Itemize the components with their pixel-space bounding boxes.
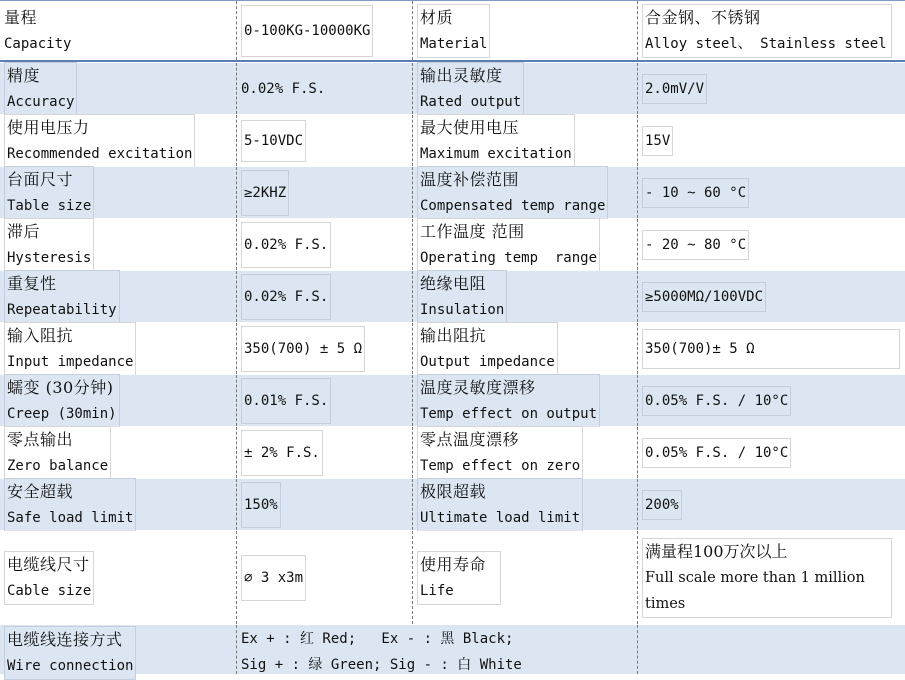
value-en-line1: Full scale more than 1 million — [645, 569, 865, 586]
label-cell-safe-load — [0, 479, 237, 530]
label-zh: 台面尺寸 — [7, 169, 74, 189]
value-cell-operating-temp — [638, 219, 905, 270]
label-en: Capacity — [4, 35, 72, 52]
label-table-size — [4, 166, 94, 220]
value-en-line2: times — [645, 595, 686, 612]
label-cable-size — [4, 551, 94, 605]
value-text: ± 2% F.S. — [244, 444, 320, 461]
label-repeatability — [4, 270, 120, 324]
label-cell-hysteresis — [0, 219, 237, 270]
table-row-load-limit — [0, 479, 905, 531]
label-creep — [4, 374, 120, 428]
value-text: 0.01% F.S. — [244, 392, 329, 409]
label-en: Compensated temp range — [420, 197, 606, 214]
value-text: 0-100KG-10000KG — [244, 22, 371, 39]
value-compensated-temp — [642, 178, 749, 208]
label-en: Maximum excitation — [420, 145, 572, 162]
label-zh: 量程 — [4, 7, 38, 27]
value-text: ⌀ 3 x3m — [244, 569, 304, 586]
value-cell-insulation — [638, 271, 905, 322]
label-cell-life — [413, 531, 638, 624]
label-cell-maximum-excitation — [413, 115, 638, 166]
label-accuracy — [4, 62, 77, 116]
label-cell-recommended-excitation — [0, 115, 237, 166]
label-temp-effect-output — [417, 374, 600, 428]
value-ultimate-load — [642, 490, 682, 520]
label-en: Insulation — [420, 301, 505, 318]
label-zh: 零点温度漂移 — [420, 429, 520, 449]
label-cell-input-impedance — [0, 323, 237, 374]
value-hysteresis — [241, 222, 331, 268]
label-zh: 输入阻抗 — [7, 325, 74, 345]
value-input-impedance — [241, 326, 365, 372]
wire-line-excitation: Ex + : 红 Red; Ex - : 黑 Black; — [241, 631, 514, 647]
label-zh: 材质 — [420, 7, 454, 27]
label-recommended-excitation — [4, 114, 195, 168]
label-hysteresis — [4, 218, 94, 272]
label-en: Safe load limit — [7, 509, 134, 526]
label-zh: 滞后 — [7, 221, 41, 241]
label-en: Temp effect on output — [420, 405, 598, 422]
label-zh: 重复性 — [7, 273, 57, 293]
table-row-excitation — [0, 115, 905, 167]
label-en: Cable size — [7, 582, 92, 599]
label-ultimate-load — [417, 478, 583, 532]
label-cell-cable-size — [0, 531, 237, 624]
value-zero-balance — [241, 430, 323, 476]
value-text: 15V — [645, 132, 671, 149]
label-cell-ultimate-load — [413, 479, 638, 530]
label-zh: 精度 — [7, 65, 41, 85]
wire-line-signal: Sig + : 绿 Green; Sig - : 白 White — [241, 657, 522, 673]
label-cell-repeatability — [0, 271, 237, 322]
label-compensated-temp — [417, 166, 608, 220]
value-text: 0.05% F.S. / 10°C — [645, 392, 789, 409]
value-cell-temp-effect-zero — [638, 427, 905, 478]
label-zh: 使用寿命 — [420, 554, 487, 574]
label-input-impedance — [4, 322, 136, 376]
value-insulation — [642, 282, 766, 312]
label-cell-operating-temp — [413, 219, 638, 270]
value-text: 150% — [244, 496, 278, 513]
value-text: - 10 ~ 60 °C — [645, 184, 747, 201]
value-cell-creep — [237, 375, 413, 426]
value-safe-load — [241, 482, 281, 528]
label-rated-output — [417, 62, 524, 116]
value-cell-accuracy — [237, 63, 413, 114]
label-en: Rated output — [420, 93, 522, 110]
value-zh: 满量程100万次以上 — [645, 541, 788, 561]
label-zh: 电缆线连接方式 — [7, 630, 123, 649]
value-accuracy: 0.02% F.S. — [241, 80, 326, 97]
label-en: Temp effect on zero — [420, 457, 581, 474]
value-cable-size — [241, 555, 306, 601]
value-temp-effect-output — [642, 386, 791, 416]
value-text: ≥5000MΩ/100VDC — [645, 288, 764, 305]
table-row-zero-balance — [0, 427, 905, 479]
table-row-cable-size — [0, 531, 905, 625]
value-text: 0.02% F.S. — [244, 236, 329, 253]
label-operating-temp — [417, 218, 600, 272]
value-temp-effect-zero — [642, 438, 791, 468]
value-table-size — [241, 170, 289, 216]
table-row-wire-connection — [0, 625, 905, 674]
value-text: ≥2KHZ — [244, 184, 287, 201]
value-cell-zero-balance — [237, 427, 413, 478]
value-zh: 合金钢、不锈钢 — [645, 7, 761, 27]
value-repeatability — [241, 274, 331, 320]
label-temp-effect-zero — [417, 426, 583, 480]
value-cell-wire-empty — [638, 625, 905, 674]
value-capacity — [241, 5, 373, 57]
value-cell-output-impedance — [638, 323, 905, 374]
label-cell-rated-output — [413, 63, 638, 114]
value-cell-wire-connection — [237, 625, 638, 674]
label-en: Ultimate load limit — [420, 509, 581, 526]
value-cell-compensated-temp — [638, 167, 905, 218]
value-text: 5-10VDC — [244, 132, 304, 149]
value-text: 0.05% F.S. / 10°C — [645, 444, 789, 461]
value-cell-repeatability — [237, 271, 413, 322]
label-cell-wire-connection — [0, 625, 237, 674]
label-cell-accuracy — [0, 63, 237, 114]
label-zh: 最大使用电压 — [420, 117, 520, 137]
value-cell-life — [638, 531, 905, 624]
label-life — [417, 551, 501, 605]
label-zh: 温度补偿范围 — [420, 169, 520, 189]
label-zh: 零点输出 — [7, 429, 74, 449]
value-cell-material — [638, 1, 905, 60]
value-rated-output — [642, 74, 707, 104]
value-cell-cable-size — [237, 531, 413, 624]
label-cell-output-impedance — [413, 323, 638, 374]
value-text: 0.02% F.S. — [244, 288, 329, 305]
table-row-hysteresis — [0, 219, 905, 271]
label-cell-zero-balance — [0, 427, 237, 478]
value-cell-safe-load — [237, 479, 413, 530]
value-text: 350(700)± 5 Ω — [645, 340, 755, 357]
label-zh: 输出阻抗 — [420, 325, 487, 345]
value-maximum-excitation — [642, 126, 673, 156]
label-en: Creep (30min) — [7, 405, 117, 422]
value-cell-hysteresis — [237, 219, 413, 270]
value-cell-rated-output — [638, 63, 905, 114]
value-output-impedance — [642, 329, 900, 369]
label-en: Operating temp range — [420, 249, 598, 266]
label-zh: 电缆线尺寸 — [7, 554, 90, 574]
value-text: 200% — [645, 496, 679, 513]
label-en: Material — [420, 35, 488, 52]
label-material — [417, 4, 490, 58]
table-row-table-size — [0, 167, 905, 219]
value-cell-temp-effect-output — [638, 375, 905, 426]
value-cell-recommended-excitation — [237, 115, 413, 166]
label-en: Repeatability — [7, 301, 117, 318]
label-wire-connection — [4, 626, 136, 680]
label-en: Accuracy — [7, 93, 75, 110]
label-en: Life — [420, 582, 454, 599]
label-cell-table-size — [0, 167, 237, 218]
label-cell-temp-effect-output — [413, 375, 638, 426]
table-row-repeatability — [0, 271, 905, 323]
table-row-creep — [0, 375, 905, 427]
label-en: Table size — [7, 197, 92, 214]
label-cell-insulation — [413, 271, 638, 322]
label-capacity — [4, 5, 71, 57]
label-cell-capacity — [0, 1, 237, 60]
label-zh: 输出灵敏度 — [420, 65, 503, 85]
table-row-capacity — [0, 1, 905, 62]
value-text: 350(700) ± 5 Ω — [244, 340, 363, 357]
value-creep — [241, 378, 331, 424]
label-zh: 蠕变 (30分钟) — [7, 377, 114, 397]
label-output-impedance — [417, 322, 558, 376]
value-text: - 20 ~ 80 °C — [645, 236, 747, 253]
label-en: Wire connection — [7, 658, 134, 674]
label-zh: 使用电压力 — [7, 117, 90, 137]
value-cell-maximum-excitation — [638, 115, 905, 166]
value-recommended-excitation — [241, 120, 306, 162]
value-cell-ultimate-load — [638, 479, 905, 530]
label-en: Hysteresis — [7, 249, 92, 266]
value-en: Alloy steel、 Stainless steel — [645, 35, 887, 52]
table-row-impedance — [0, 323, 905, 375]
label-insulation — [417, 270, 507, 324]
label-zh: 温度灵敏度漂移 — [420, 377, 536, 397]
label-en: Zero balance — [7, 457, 109, 474]
value-operating-temp — [642, 230, 749, 260]
label-cell-creep — [0, 375, 237, 426]
value-cell-table-size — [237, 167, 413, 218]
value-material — [642, 4, 892, 58]
table-row-accuracy — [0, 63, 905, 115]
label-cell-compensated-temp — [413, 167, 638, 218]
value-wire-connection — [241, 626, 522, 678]
label-en: Recommended excitation — [7, 145, 193, 162]
value-text: 2.0mV/V — [645, 80, 705, 97]
label-zh: 安全超载 — [7, 481, 74, 501]
label-zero-balance — [4, 426, 111, 480]
label-cell-temp-effect-zero — [413, 427, 638, 478]
value-life — [642, 538, 892, 618]
label-maximum-excitation — [417, 114, 575, 168]
label-zh: 极限超载 — [420, 481, 487, 501]
label-zh: 绝缘电阻 — [420, 273, 487, 293]
value-cell-input-impedance — [237, 323, 413, 374]
label-en: Input impedance — [7, 353, 134, 370]
label-en: Output impedance — [420, 353, 555, 370]
value-cell-capacity — [237, 1, 413, 60]
label-safe-load — [4, 478, 136, 532]
label-cell-material — [413, 1, 638, 60]
label-zh: 工作温度 范围 — [420, 221, 525, 241]
